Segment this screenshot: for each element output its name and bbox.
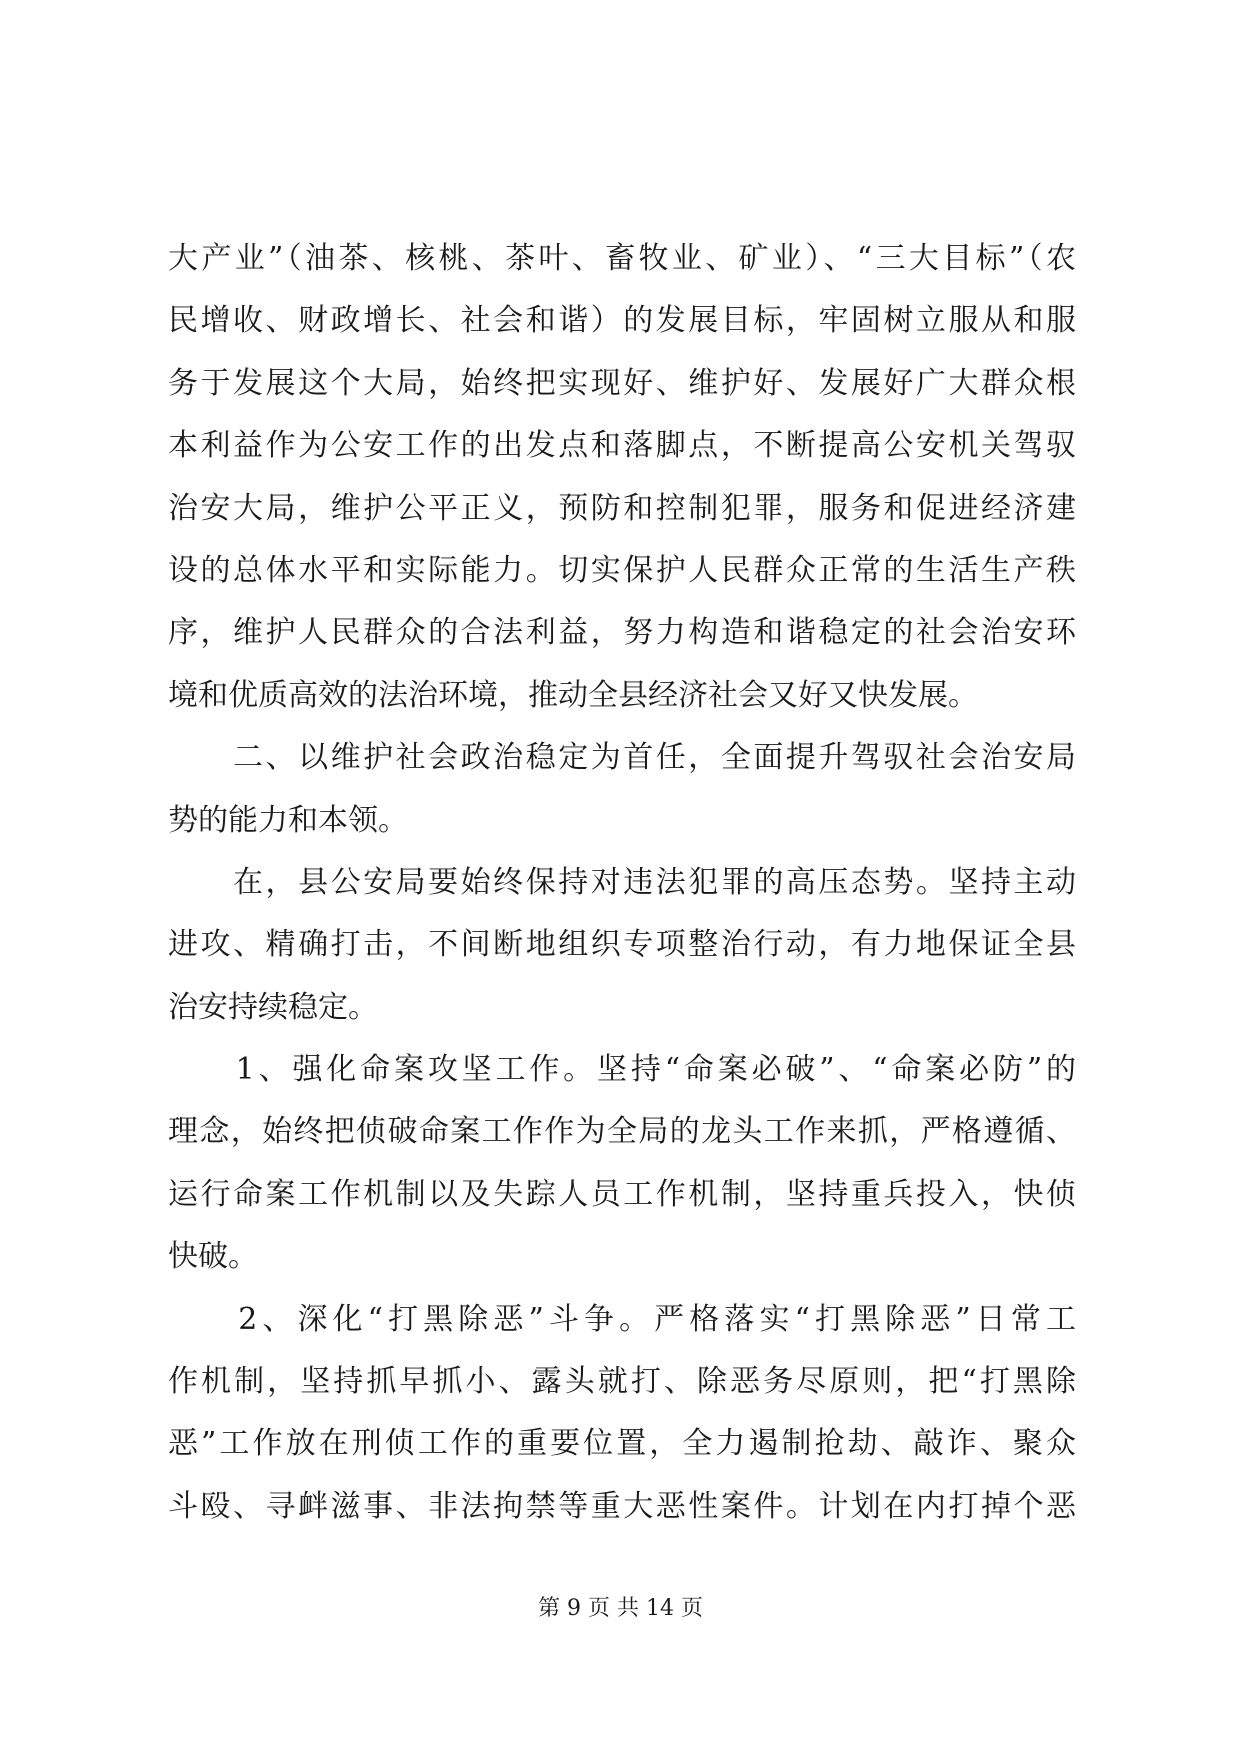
page-footer: 第 9 页 共 14 页 [538, 1596, 703, 1621]
text-line: 恶”工作放在刑侦工作的重要位置，全力遏制抢劫、敲诈、聚众 [168, 1426, 1076, 1462]
text-line: 序，维护人民群众的合法利益，努力构造和谐稳定的社会治安环 [168, 615, 1076, 651]
text-line: 斗殴、寻衅滋事、非法拘禁等重大恶性案件。计划在内打掉个恶 [168, 1488, 1076, 1524]
text-line: 快破。 [168, 1239, 258, 1275]
text-line: 本利益作为公安工作的出发点和落脚点，不断提高公安机关驾驭 [168, 428, 1076, 464]
text-line: 设的总体水平和实际能力。切实保护人民群众正常的生活生产秩 [168, 552, 1076, 588]
text-line: 大产业”（油茶、核桃、茶叶、畜牧业、矿业）、“三大目标”（农 [168, 241, 1076, 276]
text-line: 治安大局，维护公平正义，预防和控制犯罪，服务和促进经济建 [168, 490, 1076, 526]
text-line: 2、深化“打黑除恶”斗争。严格落实“打黑除恶”日常工 [168, 1301, 1076, 1337]
text-line: 1、强化命案攻坚工作。坚持“命案必破”、“命案必防”的 [168, 1052, 1076, 1088]
text-line: 势的能力和本领。 [168, 802, 408, 838]
text-line: 二、以维护社会政治稳定为首任，全面提升驾驭社会治安局 [168, 740, 1076, 776]
text-line: 在，县公安局要始终保持对违法犯罪的高压态势。坚持主动 [168, 864, 1076, 900]
text-line: 作机制，坚持抓早抓小、露头就打、除恶务尽原则，把“打黑除 [168, 1364, 1076, 1400]
text-line: 运行命案工作机制以及失踪人员工作机制，坚持重兵投入，快侦 [168, 1176, 1076, 1212]
text-line: 理念，始终把侦破命案工作作为全局的龙头工作来抓，严格遵循、 [168, 1114, 1076, 1150]
text-line: 治安持续稳定。 [168, 989, 378, 1025]
text-line: 境和优质高效的法治环境，推动全县经济社会又好又快发展。 [168, 677, 978, 713]
text-line: 务于发展这个大局，始终把实现好、维护好、发展好广大群众根 [168, 365, 1076, 401]
text-line: 进攻、精确打击，不间断地组织专项整治行动，有力地保证全县 [168, 927, 1076, 963]
text-line: 民增收、财政增长、社会和谐）的发展目标，牢固树立服从和服 [168, 303, 1076, 339]
document-body [168, 228, 1076, 1538]
